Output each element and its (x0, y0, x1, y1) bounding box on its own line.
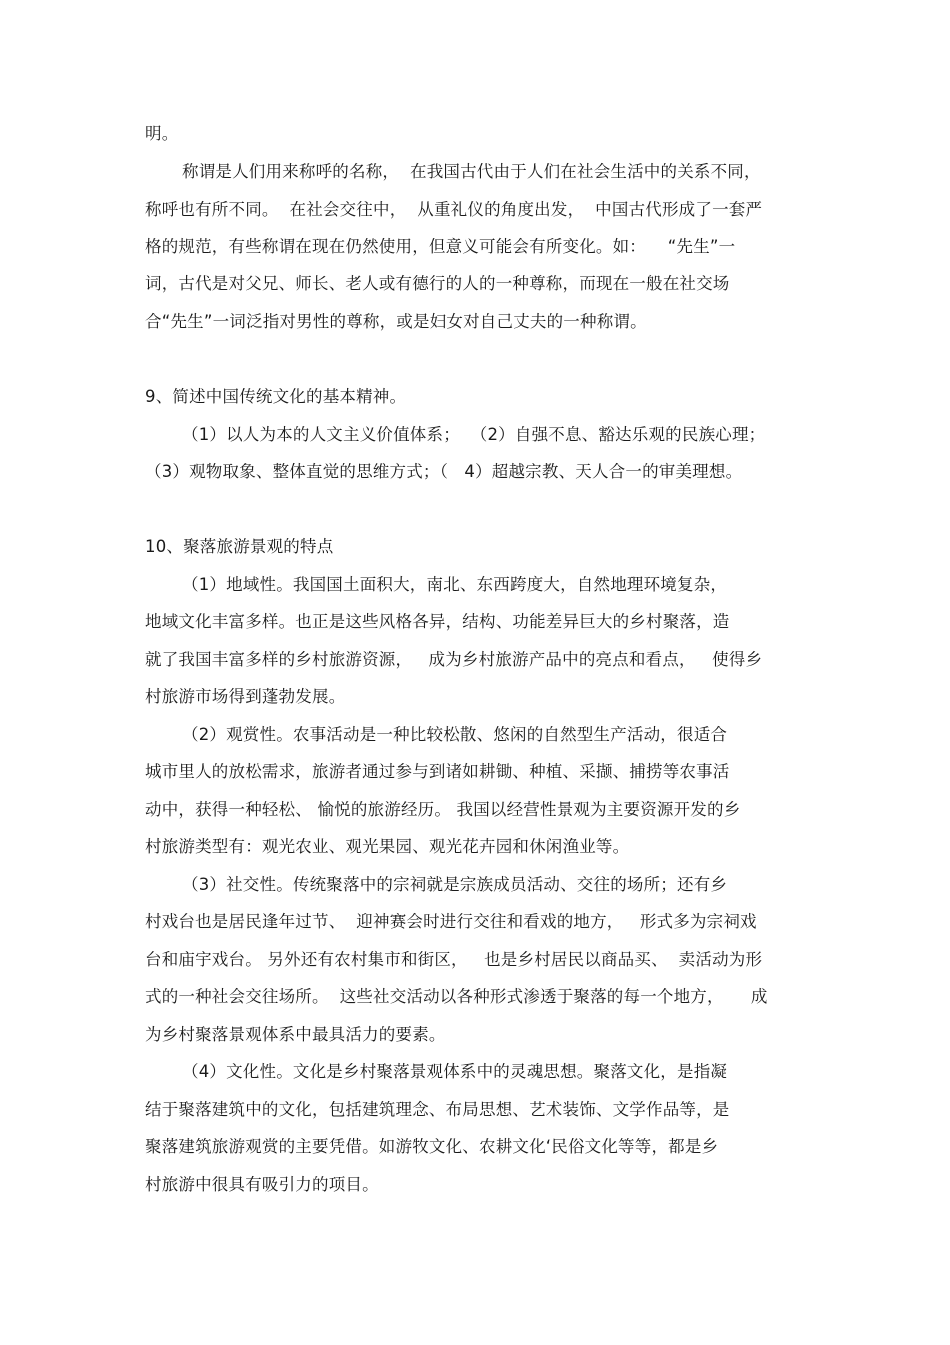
text-line: 结于聚落建筑中的文化，包括建筑理念、布局思想、艺术装饰、文学作品等，是 (145, 1100, 730, 1119)
text-line: 合“先生”一词泛指对男性的尊称，或是妇女对自己丈夫的一种称谓。 (145, 312, 647, 331)
text-line: （3）观物取象、整体直觉的思维方式；（ 4）超越宗教、天人合一的审美理想。 (145, 462, 743, 481)
text-line: 城市里人的放松需求，旅游者通过参与到诸如耕锄、种植、采撷、捕捞等农事活 (145, 762, 730, 781)
text-line: 台和庙宇戏台。 另外还有农村集市和街区， 也是乡村居民以商品买、 卖活动为形 (145, 950, 763, 969)
text-line: （3）社交性。传统聚落中的宗祠就是宗族成员活动、交往的场所；还有乡 (182, 875, 728, 894)
text-line: 称呼也有所不同。 在社会交往中， 从重礼仪的角度出发， 中国古代形成了一套严 (145, 200, 763, 219)
text-line: （2）观赏性。农事活动是一种比较松散、悠闲的自然型生产活动，很适合 (182, 725, 728, 744)
text-line: 词，古代是对父兄、师长、老人或有德行的人的一种尊称，而现在一般在社交场 (145, 274, 730, 293)
text-line: 格的规范，有些称谓在现在仍然使用，但意义可能会有所变化。如： “先生”一 (145, 237, 736, 256)
text-line: 聚落建筑旅游观赏的主要凭借。如游牧文化、农耕文化‘民俗文化等等，都是乡 (145, 1137, 719, 1156)
text-line: 动中，获得一种轻松、 愉悦的旅游经历。 我国以经营性景观为主要资源开发的乡 (145, 800, 741, 819)
text-line: 就了我国丰富多样的乡村旅游资源， 成为乡村旅游产品中的亮点和看点， 使得乡 (145, 650, 763, 669)
text-line: 式的一种社会交往场所。 这些社交活动以各种形式渗透于聚落的每一个地方， 成 (145, 987, 768, 1006)
text-line: 村旅游中很具有吸引力的项目。 (145, 1175, 379, 1194)
text-line: （4）文化性。文化是乡村聚落景观体系中的灵魂思想。聚落文化，是指凝 (182, 1062, 728, 1081)
text-line: 为乡村聚落景观体系中最具活力的要素。 (145, 1025, 446, 1044)
text-line: 地域文化丰富多样。也正是这些风格各异，结构、功能差异巨大的乡村聚落，造 (145, 612, 730, 631)
text-line: （1）地域性。我国国土面积大，南北、东西跨度大，自然地理环境复杂， (182, 575, 728, 594)
text-line: 村戏台也是居民逢年过节、 迎神赛会时进行交往和看戏的地方， 形式多为宗祠戏 (145, 912, 757, 931)
text-line: （1）以人为本的人文主义价值体系； （2）自强不息、豁达乐观的民族心理； (182, 425, 766, 444)
text-line: 村旅游类型有：观光农业、观光果园、观光花卉园和休闲渔业等。 (145, 837, 630, 856)
question-heading: 10、聚落旅游景观的特点 (145, 537, 334, 556)
question-heading: 9、简述中国传统文化的基本精神。 (145, 387, 407, 406)
text-line: 村旅游市场得到蓬勃发展。 (145, 687, 346, 706)
text-line: 明。 (145, 124, 179, 143)
text-line: 称谓是人们用来称呼的名称， 在我国古代由于人们在社会生活中的关系不同， (182, 162, 761, 181)
